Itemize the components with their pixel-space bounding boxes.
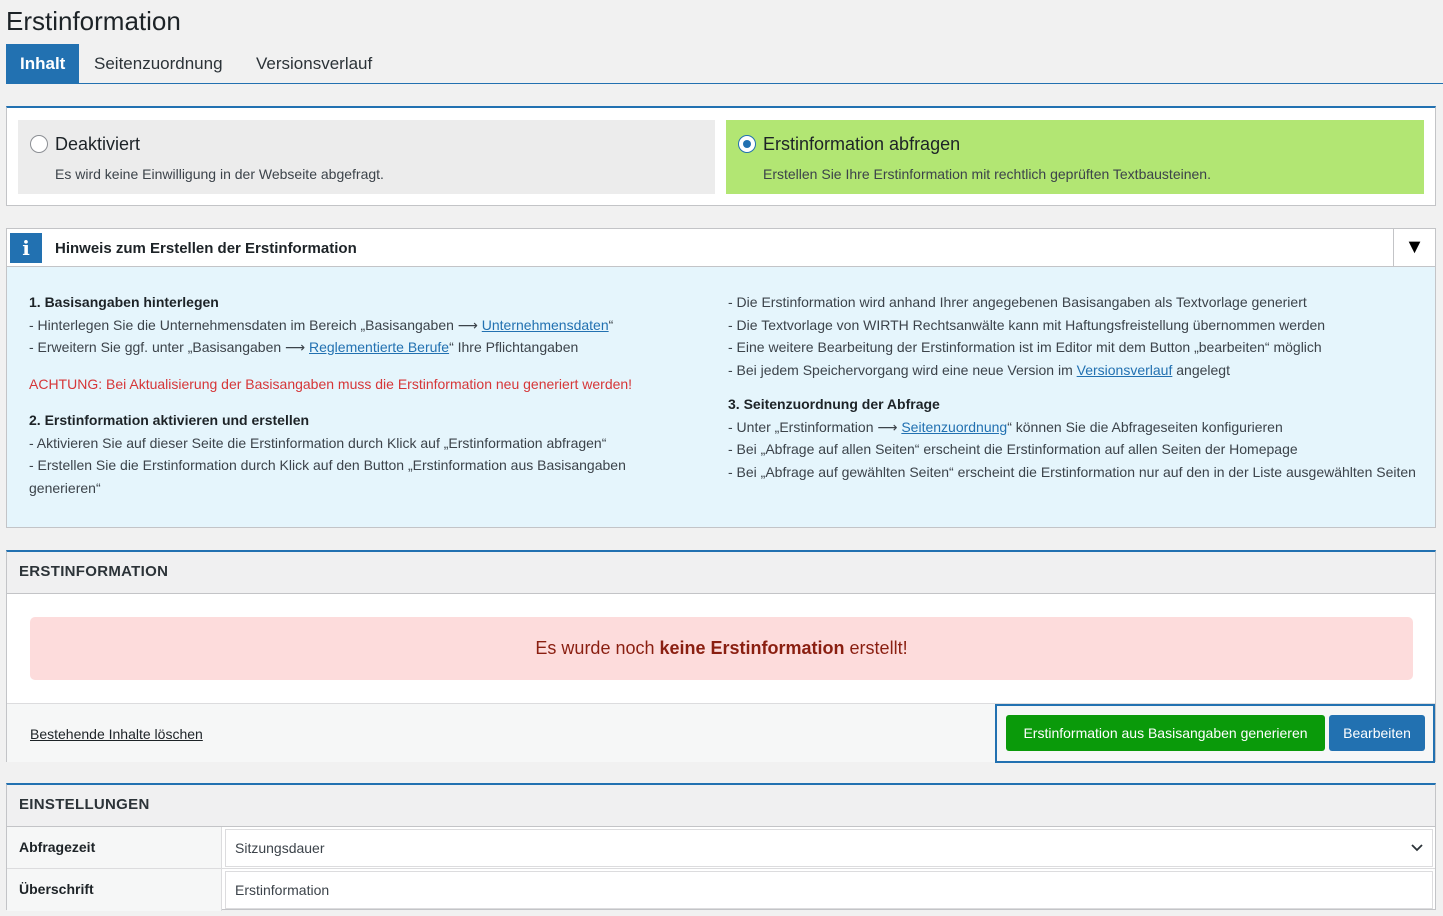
mode-panel xyxy=(6,106,1436,206)
mode-deactivated-option[interactable] xyxy=(18,120,715,194)
erstinformation-footer xyxy=(7,703,1435,762)
step3-line3: - Bei „Abfrage auf gewählten Seiten“ erscheint die Erstinformation nur auf den in der Liste ausgewählten Seiten xyxy=(728,463,1416,480)
erstinformation-box xyxy=(6,550,1436,762)
ueberschrift-input[interactable]: Erstinformation xyxy=(225,871,1433,909)
deactivated-radio[interactable] xyxy=(30,135,48,153)
settings-box xyxy=(6,783,1436,910)
warning-text: ACHTUNG: Bei Aktualisierung der Basisangaben muss die Erstinformation neu generiert werden! xyxy=(29,375,633,392)
active-title: Erstinformation abfragen xyxy=(763,134,961,154)
step2-heading: 2. Erstinformation aktivieren und erstellen xyxy=(29,412,310,428)
settings-row-abfragezeit xyxy=(7,827,1435,869)
mode-active-option[interactable] xyxy=(726,120,1424,194)
deactivated-title: Deaktiviert xyxy=(55,134,141,154)
step1-line2: - Erweitern Sie ggf. unter „Basisangaben ⟶ Reglementierte Berufe“ Ihre Pflichtangaben xyxy=(29,339,579,355)
abfragezeit-select[interactable] xyxy=(225,829,1433,867)
step3-line1: - Unter „Erstinformation ⟶ Seitenzuordnung“ können Sie die Abfrageseiten konfigurieren xyxy=(728,418,1283,435)
abfragezeit-label: Abfragezeit xyxy=(7,827,222,868)
generate-button[interactable]: Erstinformation aus Basisangaben generieren xyxy=(1006,715,1325,751)
tab-seitenzuordnung[interactable]: Seitenzuordnung xyxy=(94,54,223,73)
info-icon: i xyxy=(10,233,42,263)
notice-col-left xyxy=(29,291,669,499)
step2-line2: - Erstellen Sie die Erstinformation durch Klick auf den Button „Erstinformation aus Basisangaben generieren“ xyxy=(29,457,626,496)
step3-line2: - Bei „Abfrage auf allen Seiten“ erscheint die Erstinformation auf allen Seiten der Homepage xyxy=(728,441,1298,457)
info-line2: - Die Textvorlage von WIRTH Rechtsanwälte kann mit Haftungsfreistellung übernommen werden xyxy=(728,316,1326,333)
tab-inhalt[interactable]: Inhalt xyxy=(6,44,79,83)
step1-line1: - Hinterlegen Sie die Unternehmensdaten im Bereich „Basisangaben ⟶ Unternehmensdaten“ xyxy=(29,316,614,333)
info-line1: - Die Erstinformation wird anhand Ihrer angegebenen Basisangaben als Textvorlage generiert xyxy=(728,294,1307,310)
tab-versionsverlauf[interactable]: Versionsverlauf xyxy=(256,54,373,73)
step2-line1: - Aktivieren Sie auf dieser Seite die Erstinformation durch Klick auf „Erstinformation abfragen“ xyxy=(29,434,607,451)
notice-title: Hinweis zum Erstellen der Erstinformation xyxy=(55,240,357,257)
collapse-toggle-icon[interactable]: ▼ xyxy=(1393,229,1435,266)
empty-alert: Es wurde noch keine Erstinformation erstellt! xyxy=(30,617,1413,680)
notice-header[interactable] xyxy=(7,229,1435,267)
settings-header: EINSTELLUNGEN xyxy=(7,785,1435,827)
settings-row-ueberschrift xyxy=(7,869,1435,911)
deactivated-desc: Es wird keine Einwilligung in der Webseite abgefragt. xyxy=(55,166,384,182)
step3-heading: 3. Seitenzuordnung der Abfrage xyxy=(728,396,940,412)
action-button-group xyxy=(995,704,1435,763)
ueberschrift-label: Überschrift xyxy=(7,869,222,911)
edit-button[interactable]: Bearbeiten xyxy=(1329,715,1425,751)
abfragezeit-value: Sitzungsdauer xyxy=(235,840,325,856)
step1-heading: 1. Basisangaben hinterlegen xyxy=(29,294,219,310)
info-line3: - Eine weitere Bearbeitung der Erstinformation ist im Editor mit dem Button „bearbeiten“ möglich xyxy=(728,339,1322,355)
link-seitenzuordnung[interactable]: Seitenzuordnung xyxy=(901,418,1008,435)
notice-col-right xyxy=(728,291,1418,483)
page-title: Erstinformation xyxy=(6,6,181,36)
erstinformation-header: ERSTINFORMATION xyxy=(7,552,1435,594)
delete-content-link[interactable]: Bestehende Inhalte löschen xyxy=(30,726,203,742)
link-reglementierte-berufe[interactable]: Reglementierte Berufe xyxy=(309,339,450,355)
link-versionsverlauf[interactable]: Versionsverlauf xyxy=(1076,361,1173,378)
notice-panel xyxy=(6,228,1436,528)
active-desc: Erstellen Sie Ihre Erstinformation mit rechtlich geprüften Textbausteinen. xyxy=(763,166,1211,182)
info-line4: - Bei jedem Speichervorgang wird eine neue Version im Versionsverlauf angelegt xyxy=(728,361,1230,378)
active-radio[interactable] xyxy=(738,135,756,153)
tab-bar xyxy=(6,44,1443,84)
link-unternehmensdaten[interactable]: Unternehmensdaten xyxy=(481,316,609,333)
